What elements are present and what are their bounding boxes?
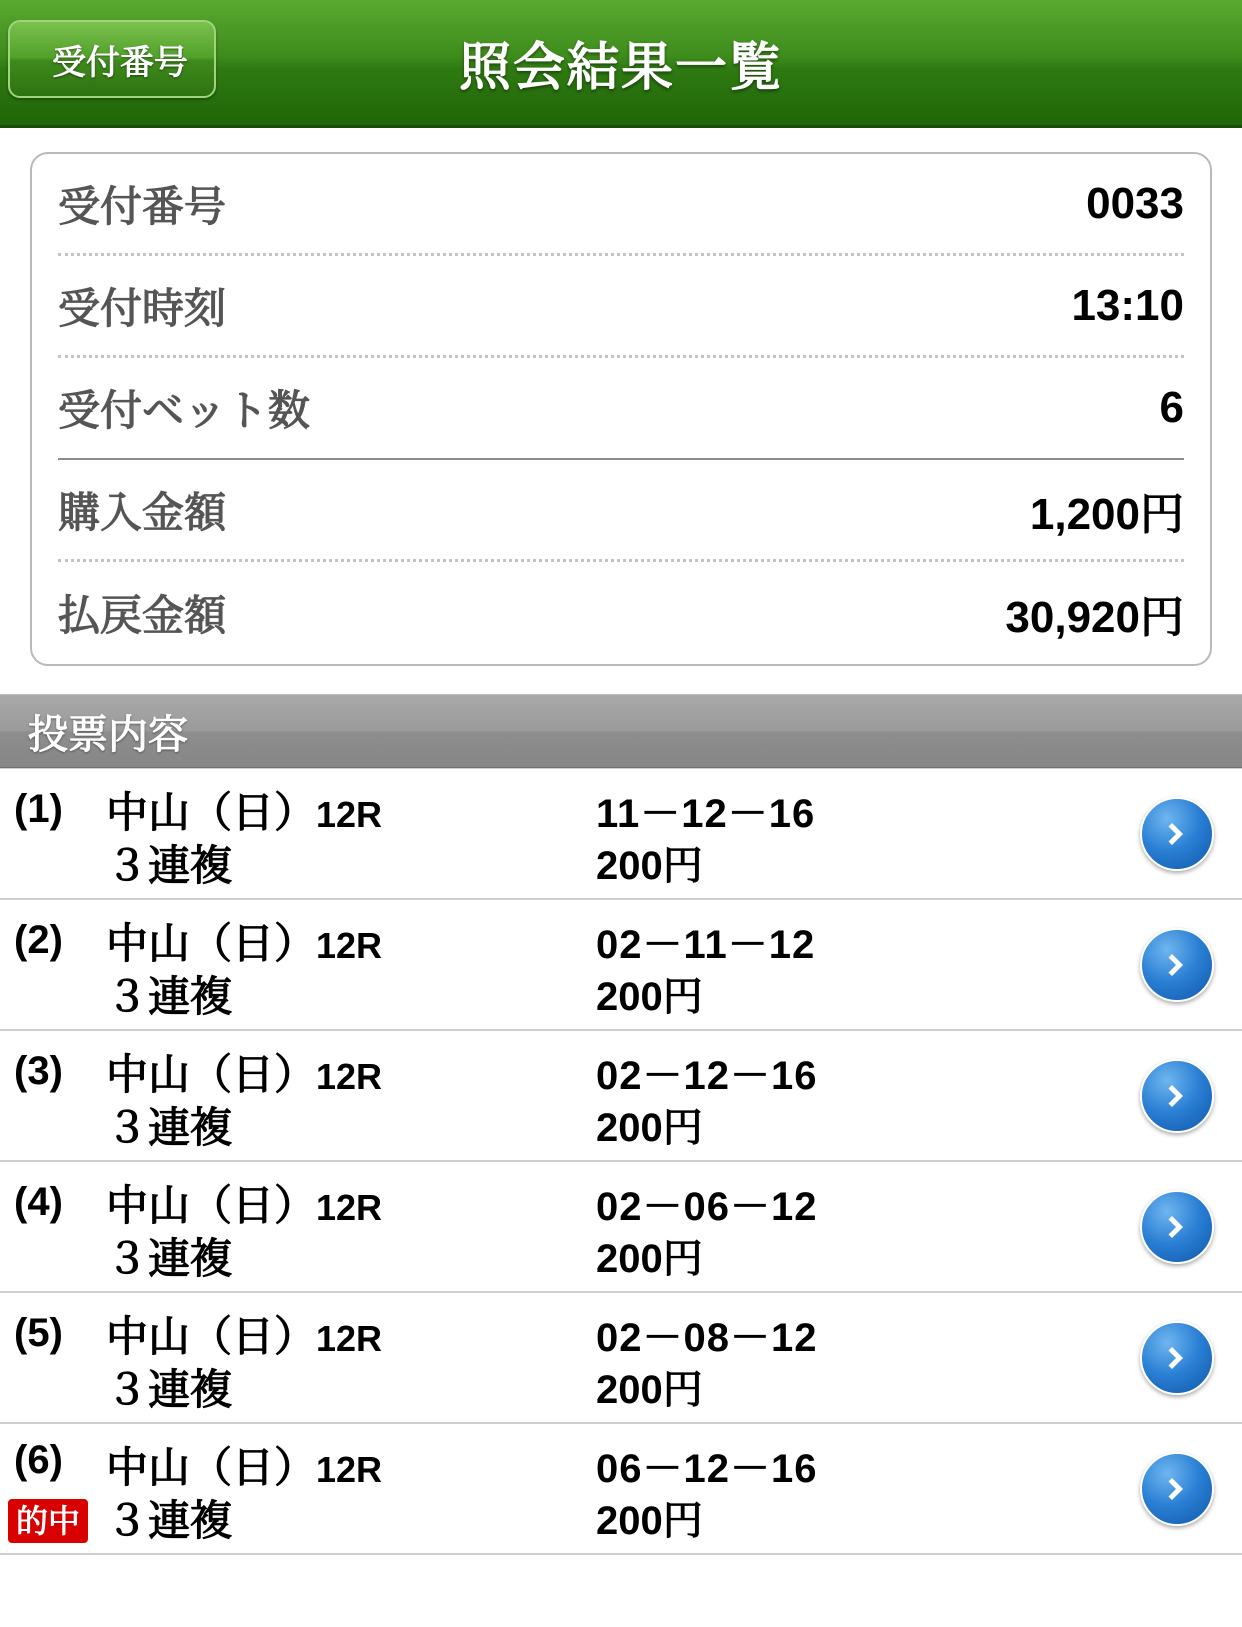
bet-venue: 中山（日） [106, 1313, 317, 1360]
chevron-right-icon[interactable] [1140, 1452, 1214, 1526]
chevron-right-icon[interactable] [1140, 1190, 1214, 1264]
bet-type: ３連複 [106, 1234, 233, 1282]
bet-venue-line [106, 1049, 596, 1102]
bet-type: ３連複 [106, 972, 233, 1020]
bet-detail-link[interactable] [1112, 928, 1242, 1002]
summary-label: 受付番号 [58, 182, 227, 230]
bet-row[interactable] [0, 769, 1242, 900]
bet-main [106, 775, 596, 892]
bet-row[interactable] [0, 1162, 1242, 1293]
bet-detail [596, 1038, 1112, 1154]
bet-venue: 中山（日） [106, 789, 317, 836]
bet-main [106, 906, 596, 1023]
bet-detail [596, 1169, 1112, 1285]
bet-combination: 11－12－16 [596, 791, 816, 836]
bet-main [106, 1037, 596, 1154]
summary-row-receipt-number [58, 154, 1184, 256]
chevron-right-icon[interactable] [1140, 1321, 1214, 1395]
page-title: 照会結果一覧 [458, 39, 783, 97]
summary-value: 13:10 [1071, 280, 1184, 330]
summary-label: 受付ベット数 [58, 387, 311, 434]
bet-race-number: 12R [316, 925, 383, 966]
section-header-bet-contents [0, 694, 1242, 768]
bet-venue: 中山（日） [106, 1444, 317, 1491]
summary-value: 6 [1159, 383, 1184, 432]
bet-index: (5) [14, 1311, 63, 1355]
bet-detail [596, 907, 1112, 1023]
bet-amount: 200円 [596, 974, 703, 1019]
bet-index: (6) [14, 1438, 63, 1482]
bet-row[interactable] [0, 1293, 1242, 1424]
bet-amount: 200円 [596, 1105, 703, 1150]
bet-combination: 02－11－12 [596, 922, 816, 967]
summary-row-bet-count [58, 358, 1184, 460]
bet-main [106, 1168, 596, 1285]
app-header [0, 0, 1242, 128]
back-button-label: 受付番号 [52, 43, 188, 82]
bet-venue-line [106, 787, 596, 840]
summary-label: 受付時刻 [58, 284, 227, 332]
summary-row-receipt-time [58, 256, 1184, 358]
bet-row[interactable] [0, 1424, 1242, 1555]
bet-venue: 中山（日） [106, 920, 317, 967]
bet-index: (4) [14, 1180, 63, 1224]
back-button[interactable] [8, 20, 216, 98]
summary-row-purchase-amount [58, 460, 1184, 562]
status-badge-hit: 的中 [8, 1499, 88, 1543]
bet-type: ３連複 [106, 1365, 233, 1413]
bet-detail [596, 776, 1112, 892]
summary-value: 1,200円 [1029, 489, 1184, 539]
bet-race-number: 12R [316, 1449, 383, 1490]
chevron-right-icon[interactable] [1140, 1059, 1214, 1133]
bet-index: (3) [14, 1049, 63, 1093]
bet-combination: 02－12－16 [596, 1053, 818, 1098]
chevron-right-icon[interactable] [1140, 928, 1214, 1002]
bet-type: ３連複 [106, 841, 233, 889]
bet-venue-line [106, 1180, 596, 1233]
bet-list [0, 768, 1242, 1555]
summary-section [0, 128, 1242, 666]
bet-detail [596, 1300, 1112, 1416]
bet-combination: 02－06－12 [596, 1184, 818, 1229]
summary-card [30, 152, 1212, 666]
bet-type: ３連複 [106, 1496, 233, 1544]
bet-race-number: 12R [316, 1056, 383, 1097]
bet-amount: 200円 [596, 1236, 703, 1281]
bet-main [106, 1430, 596, 1547]
chevron-right-icon[interactable] [1140, 797, 1214, 871]
summary-value: 30,920円 [1005, 593, 1184, 642]
bet-combination: 02－08－12 [596, 1315, 818, 1360]
bet-combination: 06－12－16 [596, 1446, 818, 1491]
bet-row[interactable] [0, 900, 1242, 1031]
bet-index: (1) [14, 787, 63, 831]
bet-venue-line [106, 918, 596, 971]
bet-venue: 中山（日） [106, 1051, 317, 1098]
section-title: 投票内容 [28, 712, 188, 757]
bet-row[interactable] [0, 1031, 1242, 1162]
bet-amount: 200円 [596, 1367, 703, 1412]
bet-race-number: 12R [316, 1318, 383, 1359]
bet-venue: 中山（日） [106, 1182, 317, 1229]
bet-venue-line [106, 1442, 596, 1495]
bet-main [106, 1299, 596, 1416]
summary-label: 購入金額 [58, 488, 227, 536]
bet-detail-link[interactable] [1112, 1452, 1242, 1526]
bet-amount: 200円 [596, 843, 703, 888]
bet-type: ３連複 [106, 1103, 233, 1151]
summary-label: 払戻金額 [58, 592, 227, 639]
bet-detail-link[interactable] [1112, 797, 1242, 871]
bet-race-number: 12R [316, 1187, 383, 1228]
summary-row-payout-amount [58, 562, 1184, 664]
bet-race-number: 12R [316, 794, 383, 835]
bet-amount: 200円 [596, 1498, 703, 1543]
summary-value: 0033 [1086, 178, 1184, 228]
bet-detail-link[interactable] [1112, 1059, 1242, 1133]
bet-detail-link[interactable] [1112, 1321, 1242, 1395]
bet-detail [596, 1431, 1112, 1547]
bet-detail-link[interactable] [1112, 1190, 1242, 1264]
bet-index: (2) [14, 918, 63, 962]
bet-venue-line [106, 1311, 596, 1364]
